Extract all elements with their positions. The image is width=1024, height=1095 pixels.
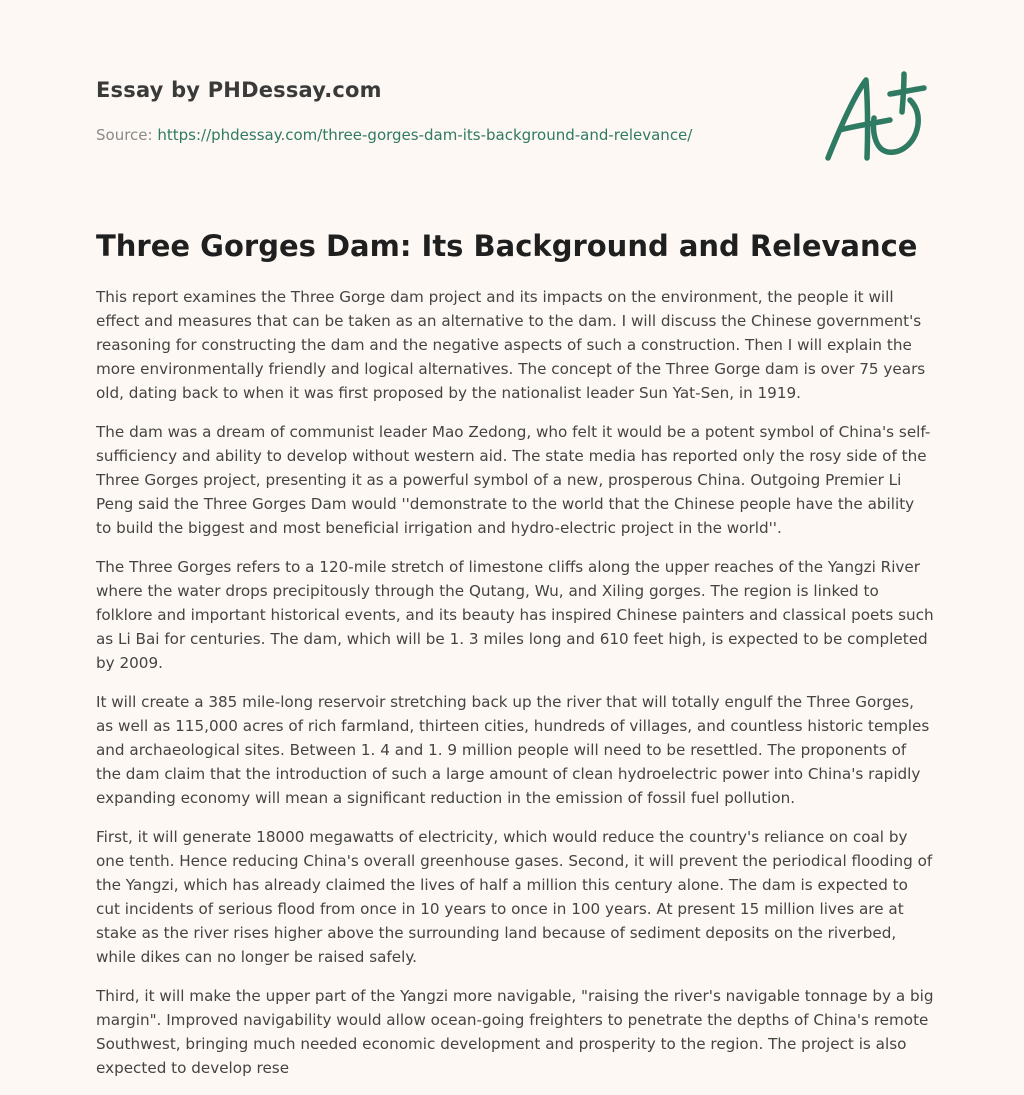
site-brand: Essay by PHDessay.com [96,78,382,102]
source-line [96,124,796,146]
essay-paragraph: It will create a 385 mile-long reservoir stretching back up the river that will totally engulf the Three Gorges, as well as 115,000 acres of rich farmland, thirteen cities, hundreds of villages, and countless historic temples and archaeological sites. Between 1. 4 and 1. 9 million people will need to be resettled. The proponents of the dam claim that the introduction of such a large amount of clean hydroelectric power into China's rapidly expanding economy will mean a significant reduction in the emission of fossil fuel pollution. [96,693,930,807]
a-plus-grade-icon [818,66,930,166]
essay-body [96,285,934,1095]
essay-paragraph: The dam was a dream of communist leader Mao Zedong, who felt it would be a potent symbol of China's self-sufficiency and ability to develop without western aid. The state media has reported only the rosy side of the Three Gorges project, presenting it as a powerful symbol of a new, prosperous China. Outgoing Premier Li Peng said the Three Gorges Dam would ''demonstrate to the world that the Chinese people have the ability to build the biggest and most beneficial irrigation and hydro-electric project in the world''. [96,423,931,537]
essay-title: Three Gorges Dam: Its Background and Relevance [96,229,918,263]
essay-header [96,74,796,146]
essay-paragraph: This report examines the Three Gorge dam project and its impacts on the environment, the people it will effect and measures that can be taken as an alternative to the dam. I will discuss the Chinese government's reasoning for constructing the dam and the negative aspects of such a construction. Then I will explain the more environmentally friendly and logical alternatives. The concept of the Three Gorge dam is over 75 years old, dating back to when it was first proposed by the nationalist leader Sun Yat-Sen, in 1919. [96,288,926,402]
essay-paragraph: First, it will generate 18000 megawatts of electricity, which would reduce the country's reliance on coal by one tenth. Hence reducing China's overall greenhouse gases. Second, it will prevent the periodical flooding of the Yangzi, which has already claimed the lives of half a million this century alone. The dam is expected to cut incidents of serious flood from once in 10 years to once in 100 years. At present 15 million lives are at stake as the river rises higher above the surrounding land because of sediment deposits on the riverbed, while dikes can no longer be raised safely. [96,828,933,966]
essay-paragraph: The Three Gorges refers to a 120-mile stretch of limestone cliffs along the upper reaches of the Yangzi River where the water drops precipitously through the Qutang, Wu, and Xiling gorges. The region is linked to folklore and important historical events, and its beauty has inspired Chinese painters and classical poets such as Li Bai for centuries. The dam, which will be 1. 3 miles long and 610 feet high, is expected to be completed by 2009. [96,558,934,672]
source-link[interactable]: https://phdessay.com/three-gorges-dam-its-background-and-relevance/ [157,126,693,144]
source-label: Source: [96,126,153,144]
essay-paragraph: Third, it will make the upper part of the Yangzi more navigable, "raising the river's navigable tonnage by a big margin". Improved navigability would allow ocean-going freighters to penetrate the depths of China's remote Southwest, bringing much needed economic development and prosperity to the region. The project is also expected to develop rese [96,987,934,1077]
